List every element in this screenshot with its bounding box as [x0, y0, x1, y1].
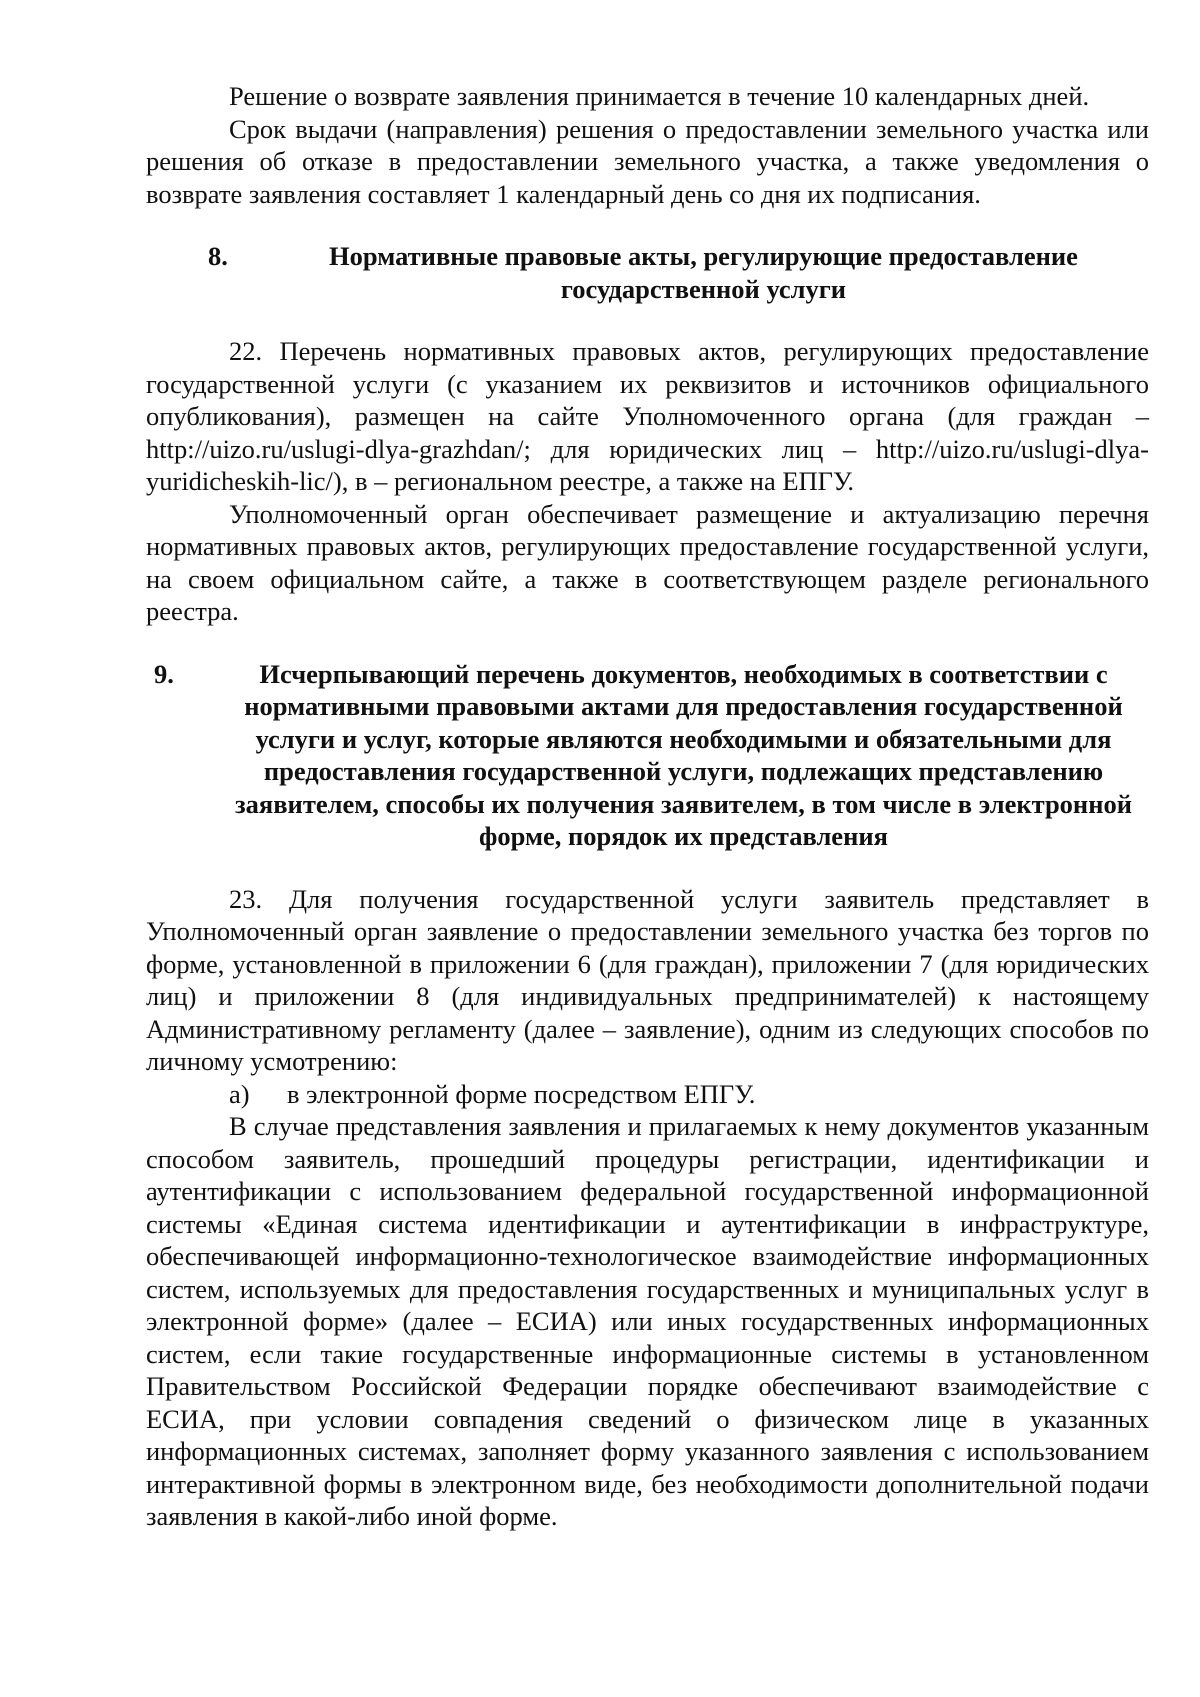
- document-body: [146, 80, 1149, 1533]
- section-8-title: Нормативные правовые акты, регулирующие предоставление государственной услуги: [329, 241, 1078, 304]
- paragraph-authority-publishing: Уполномоченный орган обеспечивает размещение и актуализацию перечня нормативных правовых актов, регулирующих предоставление государственной услуги, на своем официальном сайте, а также в соответствующем разделе регионального реестра.: [146, 498, 1149, 626]
- paragraph-22: 22. Перечень нормативных правовых актов, регулирующих предоставление государственной услуги (с указанием их реквизитов и источников официального опубликования), размещен на сайте Уполномоченного органа (для граждан – http://uizo.ru/uslugi-dlya-grazhdan/; для юридических лиц – http://uizo.ru/uslugi-dlya-yuridicheskih-lic/), в – региональном реестре, а также на ЕПГУ.: [146, 336, 1149, 496]
- paragraph-return-decision: Решение о возврате заявления принимается в течение 10 календарных дней.: [229, 81, 1090, 111]
- section-8-number: 8.: [208, 241, 228, 271]
- list-item-a: [146, 1078, 1149, 1111]
- section-9-heading: [146, 658, 1149, 853]
- paragraph-23: 23. Для получения государственной услуги заявитель представляет в Уполномоченный орган заявление о предоставлении земельного участка без торгов по форме, установленной в приложении 6 (для граждан), приложении 7 (для юридических лиц) и приложении 8 (для индивидуальных предпринимателей) к настоящему Административному регламенту (далее – заявление), одним из следующих способов по личному усмотрению:: [146, 883, 1149, 1076]
- paragraph-esia-submission: В случае представления заявления и прилагаемых к нему документов указанным способом заявитель, прошедший процедуры регистрации, идентификации и аутентификации с использованием федеральной государственной информационной системы «Единая система идентификации и аутентификации в инфраструктуре, обеспечивающей информационно-технологическое взаимодействие информационных систем, используемых для предоставления государственных и муниципальных услуг в электронной форме» (далее – ЕСИА) или иных государственных информационных систем, если такие государственные информационные системы в установленном Правительством Российской Федерации порядке обеспечивают взаимодействие с ЕСИА, при условии совпадения сведений о физическом лице в указанных информационных системах, заполняет форму указанного заявления с использованием интерактивной формы в электронном виде, без необходимости дополнительной подачи заявления в какой-либо иной форме.: [146, 1111, 1149, 1531]
- section-9-title: Исчерпывающий перечень документов, необходимых в соответствии с нормативными правовыми актами для предоставления государственной услуги и услуг, которые являются необходимыми и обязательными для предоставления государственной услуги, подлежащих представлению заявителем, способы их получения заявителем, в том числе в электронной форме, порядок их представления: [235, 658, 1132, 851]
- section-8-heading: [146, 240, 1149, 305]
- section-9-number: 9.: [154, 658, 174, 689]
- list-item-a-marker: а): [229, 1078, 250, 1109]
- list-item-a-text: в электронной форме посредством ЕПГУ.: [287, 1078, 756, 1109]
- paragraph-issue-term: Срок выдачи (направления) решения о предоставлении земельного участка или решения об отказе в предоставлении земельного участка, а также уведомления о возврате заявления составляет 1 календарный день со дня их подписания.: [146, 113, 1149, 209]
